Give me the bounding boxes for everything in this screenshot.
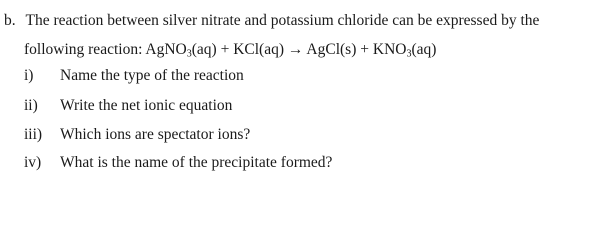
question-stem-line-2 [24,42,436,60]
product-silver-chloride: AgCl(s) [306,41,357,58]
list-item [24,127,544,145]
plus-sign: + [216,41,234,58]
item-number: ii) [24,97,38,114]
list-item [24,155,544,173]
question-stem-prefix: following reaction: [24,41,146,58]
reactant-silver-nitrate: AgNO$_3$(aq) [145,41,217,60]
item-number: iii) [24,126,43,143]
plus-sign: + [356,41,373,58]
reactant-potassium-chloride: KCl(aq) [233,41,285,58]
list-item [24,68,544,86]
question-stem-line-1 [4,13,539,29]
question-stem-text: The reaction between silver nitrate and potassium chloride can be expressed by the [25,12,540,29]
chemical-equation [145,41,436,58]
item-text: What is the name of the precipitate formed? [60,154,333,171]
item-number: iv) [24,154,42,171]
list-item [24,98,544,116]
product-potassium-nitrate: $KNO_3(aq)$ [372,41,437,60]
item-text: Name the type of the reaction [60,67,244,84]
item-text: Write the net ionic equation [60,97,233,114]
item-text: Which ions are spectator ions? [60,126,251,143]
item-number: i) [24,67,34,84]
question-label: b. [4,12,16,29]
reaction-arrow: → [284,41,307,58]
